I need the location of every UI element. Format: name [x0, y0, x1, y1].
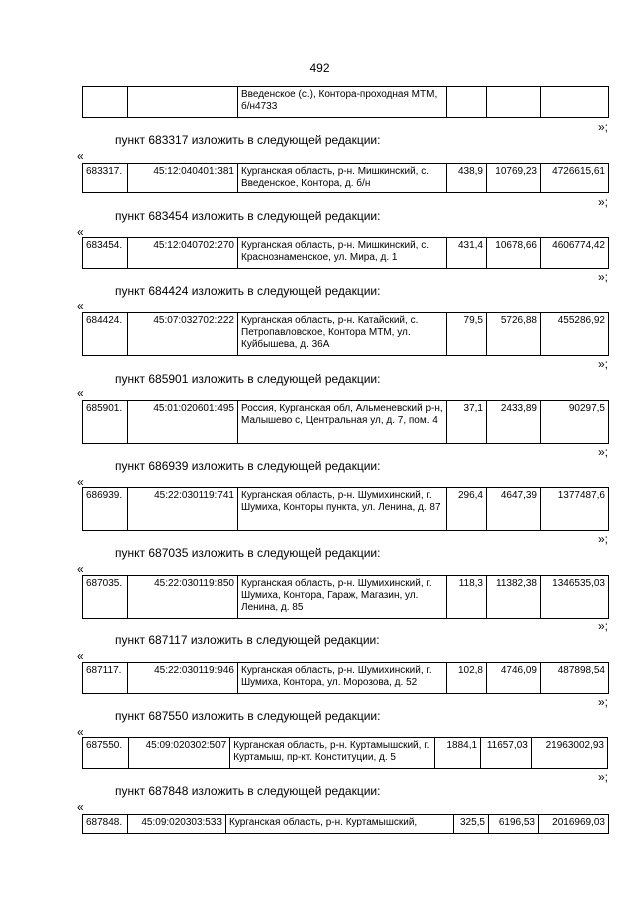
cell-address: Введенское (с.), Контора-проходная МТМ, б/н4733: [238, 87, 447, 118]
cell-price: 10678,66: [487, 238, 541, 269]
cell-num: 684424.: [83, 313, 128, 356]
cell-address: Курганская область, р-н. Куртамышский,: [226, 815, 454, 834]
cell-price: 11657,03: [481, 738, 532, 769]
cell-address: Россия, Курганская обл, Альменевский р-н, Малышево с, Центральная ул, д. 7, пом. 4: [238, 401, 447, 444]
cell-address: Курганская область, р-н. Шумихинский, г. Шумиха, Контора, Гараж, Магазин, ул. Ленина, д. 85: [238, 576, 447, 619]
cell-value: 2016969,03: [539, 815, 609, 834]
close-quote: »;: [598, 357, 609, 371]
cell-price: 6196,53: [489, 815, 539, 834]
cell-price: 10769,23: [487, 164, 541, 193]
cell-area: 79,5: [447, 313, 487, 356]
cell-area: 325,5: [454, 815, 489, 834]
cell-cadastral: 45:22:030119:741: [128, 488, 238, 531]
amendment-instruction: пункт 683317 изложить в следующей редакции:: [115, 133, 381, 147]
cell-cadastral: 45:01:020601:495: [128, 401, 238, 444]
cell-area: 102,8: [447, 663, 487, 694]
open-quote: «: [77, 299, 84, 313]
cell-value: 1377487,6: [541, 488, 609, 531]
cell-address: Курганская область, р-н. Шумихинский, г. Шумиха, Конторы пункта, ул. Ленина, д. 87: [238, 488, 447, 531]
cell-address: Курганская область, р-н. Мишкинский, с. Краснознаменское, ул. Мира, д. 1: [238, 238, 447, 269]
table-row: [82, 237, 609, 269]
cell-num: 685901.: [83, 401, 128, 444]
table-row: [82, 662, 609, 694]
cell-address: Курганская область, р-н. Катайский, с. Петропавловское, Контора МТМ, ул. Куйбышева, д. 36А: [238, 313, 447, 356]
cell-num: 687848.: [83, 815, 128, 834]
cell-value: 90297,5: [541, 401, 609, 444]
cell-cadastral: 45:09:020303:533: [128, 815, 226, 834]
open-quote: «: [77, 149, 84, 163]
cell-num: 683454.: [83, 238, 128, 269]
cell-area: 118,3: [447, 576, 487, 619]
close-quote: »;: [598, 695, 609, 709]
cell-value: 4606774,42: [541, 238, 609, 269]
open-quote: «: [77, 475, 84, 489]
cell-cadastral: 45:22:030119:850: [128, 576, 238, 619]
cell-price: 11382,38: [487, 576, 541, 619]
table-row: [82, 575, 609, 619]
cell-cadastral: 45:12:040702:270: [128, 238, 238, 269]
amendment-instruction: пункт 687035 изложить в следующей редакции:: [115, 546, 381, 560]
cell-area: 1884,1: [435, 738, 481, 769]
cell-num: 687117.: [83, 663, 128, 694]
amendment-instruction: пункт 683454 изложить в следующей редакции:: [115, 209, 381, 223]
table-row: [82, 814, 609, 834]
close-quote: »;: [598, 445, 609, 459]
cell-value: 1346535,03: [541, 576, 609, 619]
cell-value: 21963002,93: [531, 738, 607, 769]
cell-address: Курганская область, р-н. Мишкинский, с. Введенское, Контора, д. б/н: [238, 164, 447, 193]
close-quote: »;: [598, 120, 609, 134]
cell-cadastral: 45:09:020302:507: [128, 738, 230, 769]
open-quote: «: [77, 649, 84, 663]
cell-value: [541, 87, 609, 118]
cell-value: 4726615,61: [541, 164, 609, 193]
cell-num: [83, 87, 128, 118]
open-quote: «: [77, 800, 84, 814]
amendment-instruction: пункт 687550 изложить в следующей редакции:: [115, 709, 381, 723]
open-quote: «: [77, 386, 84, 400]
cell-cadastral: [128, 87, 238, 118]
page-number: 492: [309, 61, 330, 75]
cell-value: 455286,92: [541, 313, 609, 356]
cell-cadastral: 45:12:040401:381: [128, 164, 238, 193]
open-quote: «: [77, 225, 84, 239]
open-quote: «: [77, 562, 84, 576]
cell-area: 431,4: [447, 238, 487, 269]
cell-area: [447, 87, 487, 118]
cell-address: Курганская область, р-н. Шумихинский, г. Шумиха, Контора, ул. Морозова, д. 52: [238, 663, 447, 694]
table-row: [82, 163, 609, 193]
cell-price: [487, 87, 541, 118]
cell-price: 4647,39: [487, 488, 541, 531]
table-row-top: [82, 86, 609, 118]
cell-price: 5726,88: [487, 313, 541, 356]
cell-num: 683317.: [83, 164, 128, 193]
table-row: [82, 737, 608, 769]
cell-num: 687550.: [83, 738, 129, 769]
cell-area: 296,4: [447, 488, 487, 531]
amendment-instruction: пункт 684424 изложить в следующей редакции:: [115, 284, 381, 298]
cell-price: 2433,89: [487, 401, 541, 444]
cell-area: 438,9: [447, 164, 487, 193]
table-row: [82, 487, 609, 531]
cell-address: Курганская область, р-н. Куртамышский, г. Куртамыш, пр-кт. Конституции, д. 5: [230, 738, 435, 769]
close-quote: »;: [598, 195, 609, 209]
cell-num: 687035.: [83, 576, 128, 619]
table-row: [82, 400, 609, 444]
amendment-instruction: пункт 685901 изложить в следующей редакции:: [115, 372, 381, 386]
amendment-instruction: пункт 686939 изложить в следующей редакции:: [115, 459, 381, 473]
cell-num: 686939.: [83, 488, 128, 531]
amendment-instruction: пункт 687117 изложить в следующей редакции:: [115, 633, 380, 647]
cell-cadastral: 45:22:030119:946: [128, 663, 238, 694]
close-quote: »;: [598, 619, 609, 633]
amendment-instruction: пункт 687848 изложить в следующей редакции:: [115, 784, 381, 798]
table-row: [82, 312, 609, 356]
close-quote: »;: [598, 532, 609, 546]
close-quote: »;: [598, 270, 609, 284]
close-quote: »;: [598, 770, 609, 784]
cell-price: 4746,09: [487, 663, 541, 694]
cell-area: 37,1: [447, 401, 487, 444]
cell-cadastral: 45:07:032702:222: [128, 313, 238, 356]
cell-value: 487898,54: [541, 663, 609, 694]
open-quote: «: [77, 725, 84, 739]
